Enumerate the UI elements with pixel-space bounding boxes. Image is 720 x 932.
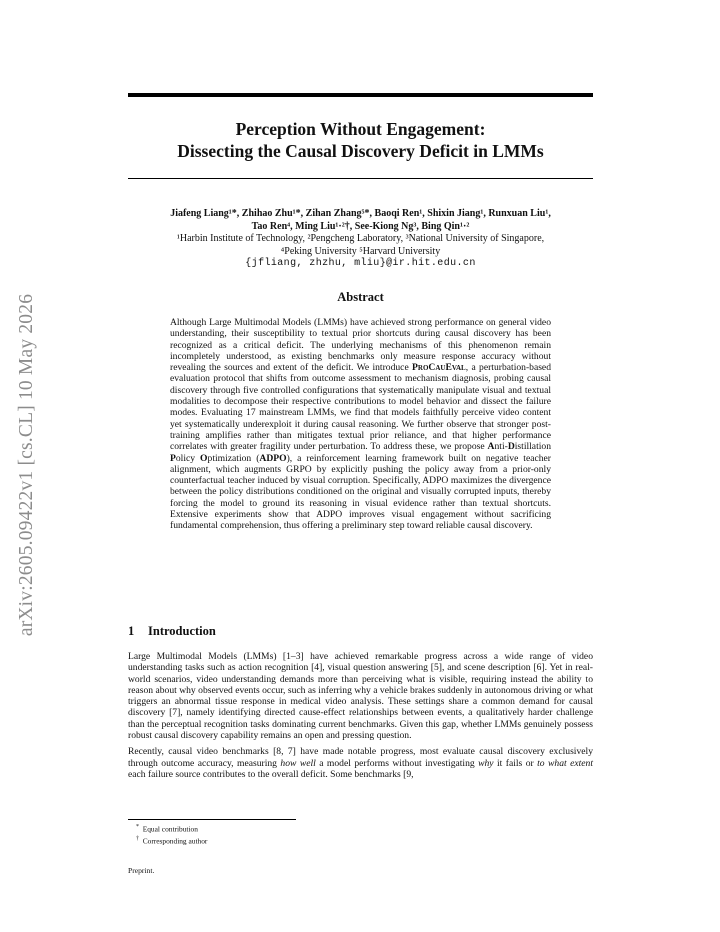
- author-block: [118, 208, 603, 271]
- footnote-mark: †: [136, 836, 139, 843]
- author-email: {jfliang, zhzhu, mliu}@ir.hit.edu.cn: [245, 258, 476, 270]
- abstract-text-2: , a perturbation-based evaluation protocol that shifts from outcome assessment to mechanism diagnosis, probing causal discovery through five controlled configurations that systematically manipulate visual and textual modalities to decompose their respective contributions to model behavior and dissect the failure modes. Evaluating 17 mainstream LMMs, we find that models faithfully perceive video content yet systematically underexploit it during causal reasoning. We further observe that stronger post-training amplifies rather than mitigates textual prior reliance, and that higher performance correlates with greater fragility under perturbation. To address these, we propose: [170, 362, 551, 453]
- intro-p2-text-b: a model performs without investigating: [315, 757, 479, 769]
- intro-paragraph-1: Large Multimodal Models (LMMs) [1–3] have achieved remarkable progress across a wide range of video understanding tasks such as action recognition [4], visual question answering [5], and scene description [6]. Yet in real-world scenarios, video understanding demands more than perceiving what is visible, requiring instead the ability to reason about why observed events occur, such as inferring why a vehicle brakes suddenly in autonomous driving or what triggers an abnormal tissue response in medical video analysis. These settings share a common demand for causal discovery [7], namely identifying directed cause-effect relationships between events, a qualitatively harder challenge than the perceptual recognition tasks dominating current benchmarks. Given this gap, whether LMMs genuinely possess robust causal discovery capability remains an open and pressing question.: [128, 651, 593, 742]
- adpo-word-p: olicy: [175, 452, 201, 464]
- intro-paragraph-2: [128, 746, 593, 780]
- adpo-initial-d: D: [507, 441, 515, 453]
- arxiv-identifier: [12, 250, 42, 680]
- intro-p2-text-d: each failure source contributes to the overall deficit. Some benchmarks [9,: [128, 768, 414, 780]
- affiliations-line-1: ¹Harbin Institute of Technology, ²Pengcheng Laboratory, ³National University of Singapore,: [176, 233, 545, 245]
- introduction-body: [128, 651, 593, 785]
- abstract-text-1: Although Large Multimodal Models (LMMs) have achieved strong performance on general video understanding, their susceptibility to textual prior shortcuts during causal discovery has been recognized as a critical deficit. The underlying mechanisms of this phenomenon remain incompletely understood, as existing benchmarks only measure response accuracy without revealing the sources and extent of the deficit. We introduce: [170, 317, 551, 374]
- abstract-paren-open: (: [251, 452, 260, 464]
- procaueval-name: ProCauEval: [412, 362, 466, 374]
- adpo-initial-o: O: [200, 452, 208, 464]
- intro-p2-text-c: it fails or: [493, 757, 538, 769]
- preprint-label: Preprint.: [128, 866, 155, 875]
- adpo-initial-a: A: [487, 441, 495, 453]
- intro-p2-emphasis-3: to what extent: [537, 757, 593, 769]
- author-names-line-1: Jiafeng Liang¹*, Zhihao Zhu¹*, Zihan Zhang⁵*, Baoqi Ren¹, Shixin Jiang¹, Runxuan Liu¹,: [170, 208, 551, 219]
- footnotes: [136, 822, 207, 847]
- footnote-mark: *: [136, 824, 139, 830]
- section-heading-introduction: [128, 624, 216, 639]
- paper-title-line-1: Perception Without Engagement:: [235, 119, 486, 139]
- adpo-word-o: ptimization: [207, 452, 252, 464]
- adpo-acronym: ADPO: [259, 452, 287, 464]
- adpo-word-d: istillation: [514, 441, 551, 453]
- arxiv-identifier-text: arXiv:2605.09422v1 [cs.CL] 10 May 2026: [16, 293, 37, 637]
- abstract-heading: Abstract: [337, 290, 384, 304]
- title-bottom-rule: [128, 178, 593, 179]
- intro-p2-text-a: Recently, causal video benchmarks [8, 7] have made notable progress, most evaluate causal discovery exclusively through outcome accuracy, measuring: [128, 746, 593, 769]
- section-number: 1: [128, 624, 135, 638]
- paper-title: [128, 118, 593, 162]
- author-names-line-2: Tao Ren⁴, Ming Liu¹·²†, See-Kiong Ng³, Bing Qin¹·²: [251, 220, 470, 232]
- footnote-equal-contribution: [136, 822, 207, 834]
- footnote-corresponding-author: [136, 834, 207, 846]
- footnote-rule: [128, 819, 296, 820]
- section-title: Introduction: [148, 624, 216, 638]
- abstract-text-3: ), a reinforcement learning framework built on negative teacher alignment, which augments GRPO by explicitly pushing the policy away from a prior-only counterfactual teacher induced by visual corruption. Specifically, ADPO maximizes the divergence between the policy distributions conditioned on the original and visually corrupted inputs, thereby forcing the model to ground its reasoning in visual evidence rather than textual shortcuts. Extensive experiments show that ADPO improves visual engagement without sacrificing fundamental comprehension, thus offering a preliminary step toward reliable causal discovery.: [170, 452, 551, 532]
- abstract-body: [170, 317, 551, 532]
- adpo-initial-p: P: [170, 452, 176, 464]
- affiliations-line-2: ⁴Peking University ⁵Harvard University: [280, 245, 441, 257]
- intro-p2-emphasis-1: how well: [280, 757, 316, 769]
- footnote-text: Corresponding author: [142, 836, 208, 846]
- paper-title-line-2: Dissecting the Causal Discovery Deficit in LMMs: [177, 141, 544, 161]
- intro-p2-emphasis-2: why: [478, 757, 494, 769]
- title-top-rule: [128, 93, 593, 97]
- footnote-text: Equal contribution: [142, 824, 198, 834]
- adpo-word-a: nti-: [494, 441, 508, 453]
